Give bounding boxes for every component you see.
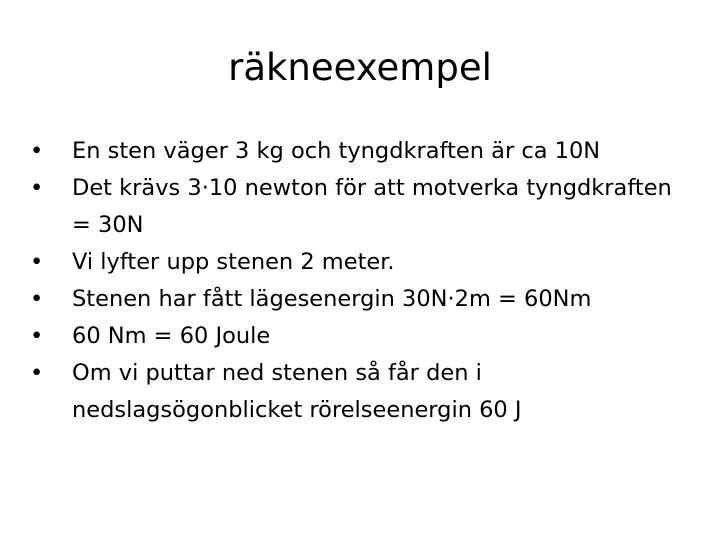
- bullet-item: [30, 355, 690, 429]
- bullet-item: [30, 318, 690, 355]
- bullet-text: Vi lyfter upp stenen 2 meter.: [72, 249, 395, 275]
- bullet-item: [30, 281, 690, 318]
- bullet-text: Om vi puttar ned stenen så får den i nedslagsögonblicket rörelseenergin 60 J: [72, 360, 522, 423]
- bullet-dot: •: [30, 286, 44, 312]
- bullet-dot: •: [30, 360, 44, 386]
- bullet-item: [30, 244, 690, 281]
- bullet-dot: •: [30, 138, 44, 164]
- bullet-text: Stenen har fått lägesenergin 30N·2m = 60Nm: [72, 286, 592, 312]
- bullet-dot: •: [30, 249, 44, 275]
- bullet-list: [30, 133, 690, 429]
- bullet-dot: •: [30, 175, 44, 201]
- bullet-text: 60 Nm = 60 Joule: [72, 323, 271, 349]
- bullet-text: En sten väger 3 kg och tyngdkraften är ca 10N: [72, 138, 601, 164]
- bullet-dot: •: [30, 323, 44, 349]
- slide-title: räkneexempel: [228, 46, 492, 89]
- bullet-text: Det krävs 3·10 newton för att motverka tyngdkraften = 30N: [72, 175, 672, 238]
- bullet-item: [30, 133, 690, 170]
- bullet-item: [30, 170, 690, 244]
